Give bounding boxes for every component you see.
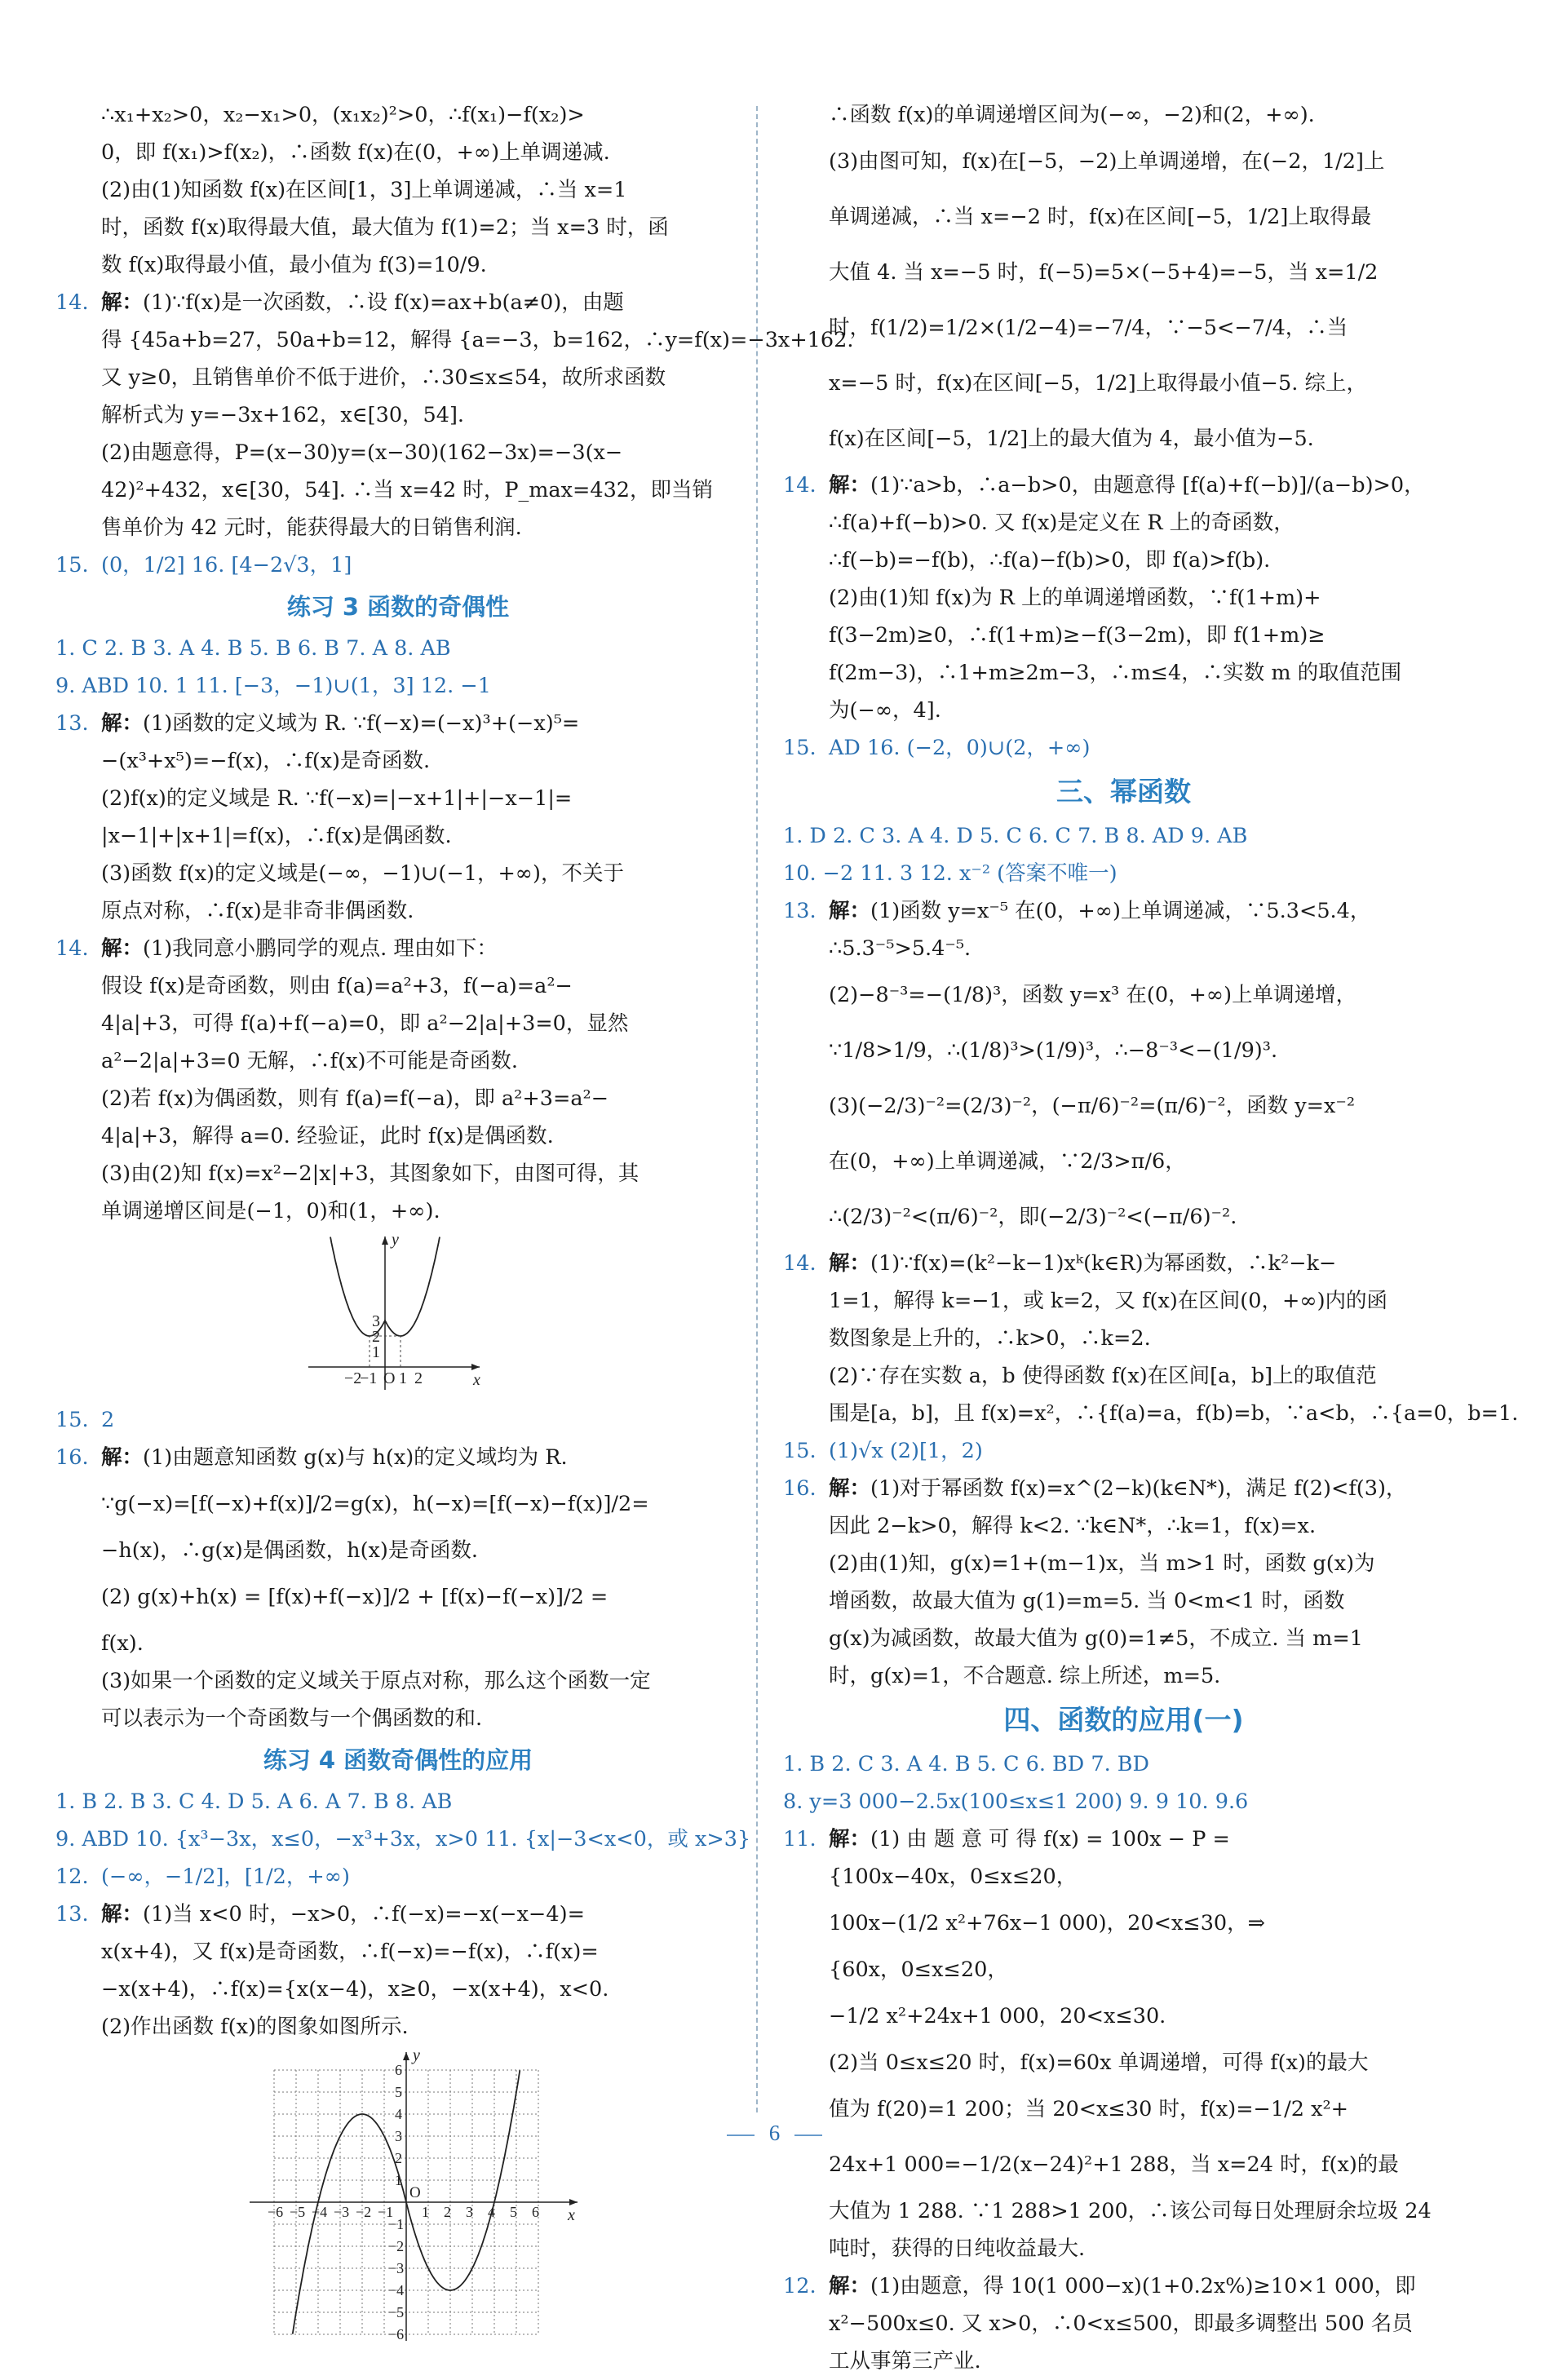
solution-marker: 解： [829,2274,871,2298]
text-line [783,1745,1464,1783]
text-line [783,2044,1464,2081]
graph-even-function [300,1230,488,1397]
text-line [783,1189,1464,1245]
text-line [55,546,741,584]
question-number: 15. [55,553,89,577]
line-text: (2)由题意得，P=(x−30)y=(x−30)(162−3x)=−3(x− [101,440,623,465]
section-heading: 练习 3 函数的奇偶性 [286,593,510,621]
text-line [783,1620,1464,1657]
answer-key: 8. y=3 000−2.5x(100≤x≤1 200) 9. 9 10. 9.6 [783,1789,1249,1814]
text-line [55,284,741,321]
line-text: |x−1|+|x+1|=f(x)，∴f(x)是偶函数. [101,824,452,848]
text-line [783,1357,1464,1395]
solution-marker: 解： [829,1476,871,1501]
line-text: 售单价为 42 元时，能获得最大的日销售利润. [101,515,522,540]
x-tick-label: −1 [360,1369,378,1387]
line-text: 数图象是上升的，∴k>0，∴k=2. [829,1326,1151,1351]
line-text: (1) 由 题 意 可 得 f(x) = 100x − P = [870,1827,1230,1851]
text-line [783,2230,1464,2267]
text-line [55,930,741,967]
text-line [783,189,1464,245]
solution-marker: 解： [101,1902,144,1927]
text-line [783,1282,1464,1320]
x-tick-label: 2 [414,1369,423,1387]
question-number: 14. [783,1251,817,1276]
line-text: (2)由(1)知，g(x)=1+(m−1)x，当 m>1 时，函数 g(x)为 [829,1551,1375,1576]
text-line [783,2342,1464,2380]
line-text: (1)由题意知函数 g(x)与 h(x)的定义域均为 R. [143,1445,568,1470]
y-tick-label: 6 [395,2062,402,2078]
line-text: (2)由(1)知 f(x)为 R 上的单调递增函数，∵f(1+m)+ [829,586,1321,610]
y-tick-label: −6 [388,2326,405,2342]
line-text: 4|a|+3，解得 a=0. 经验证，此时 f(x)是偶函数. [101,1124,554,1148]
text-line [783,729,1464,767]
text-line [783,1507,1464,1545]
line-text: (1)由题意，得 10(1 000−x)(1+0.2x%)≥10×1 000，即 [870,2274,1416,2298]
x-tick-label: −2 [356,2204,372,2220]
line-text: −(x³+x⁵)=−f(x)，∴f(x)是奇函数. [101,749,431,773]
answer-key: 1. B 2. B 3. C 4. D 5. A 6. A 7. B 8. AB [55,1789,453,1814]
x-tick-label: 3 [466,2204,473,2220]
x-axis-label: x [473,1371,480,1389]
line-text: {100x−40x，0≤x≤20， [829,1865,1078,1889]
line-text: ∵1/8>1/9，∴(1/8)³>(1/9)³，∴−8⁻³<−(1/9)³. [829,1038,1278,1063]
text-line [783,411,1464,467]
line-text: 原点对称，∴f(x)是非奇非偶函数. [101,899,414,923]
question-number: 14. [55,290,89,315]
text-line [55,2008,741,2046]
line-text: 时，f(1/2)=1/2×(1/2−4)=−7/4，∵−5<−7/4，∴当 [829,316,1348,340]
question-number: 13. [55,711,89,736]
column-divider [756,106,758,2112]
line-text: ∴x₁+x₂>0，x₂−x₁>0，(x₁x₂)²>0，∴f(x₁)−f(x₂)> [101,103,585,127]
y-tick-label: −5 [388,2304,405,2320]
line-text: (2)f(x)的定义域是 R. ∵f(−x)=|−x+1|+|−x−1|= [101,786,573,811]
text-line [55,171,741,209]
text-line [783,1951,1464,1988]
text-line [55,246,741,284]
text-line [783,579,1464,617]
question-number: 11. [783,1827,817,1851]
x-tick-label: −2 [344,1369,362,1387]
text-line [55,1080,741,1117]
text-line [783,617,1464,654]
x-tick-label: 1 [399,1369,407,1387]
line-text: f(x)在区间[−5，1/2]上的最大值为 4，最小值为−5. [829,427,1314,451]
question-number: 14. [55,936,89,961]
x-tick-label: −4 [312,2204,328,2220]
line-text: (1)∵a>b，∴a−b>0，由题意得 [f(a)+f(−b)]/(a−b)>0， [870,473,1425,498]
text-line [783,356,1464,411]
line-text: 42)²+432，x∈[30，54]. ∴当 x=42 时，P_max=432，即当销 [101,478,714,502]
question-number: 12. [783,2274,817,2298]
question-number: 12. [55,1865,89,1889]
answer-key: (1)√x (2)[1，2) [829,1439,983,1463]
line-text: (3)由(2)知 f(x)=x²−2|x|+3，其图象如下，由图可得，其 [101,1161,640,1186]
question-number: 13. [55,1902,89,1927]
text-line [55,1820,751,1858]
line-text: 数 f(x)取得最小值，最小值为 f(3)=10/9. [101,253,487,277]
line-text: a²−2|a|+3=0 无解，∴f(x)不可能是奇函数. [101,1049,519,1073]
y-tick-label: −3 [388,2260,405,2276]
line-text: 围是[a，b]，且 f(x)=x²，∴{f(a)=a，f(b)=b，∵a<b，∴{a=0，b=1. [829,1401,1519,1426]
question-number: 16. [783,1476,817,1501]
line-text: 工从事第三产业. [829,2349,981,2373]
answer-key: (0，1/2] 16. [4−2√3，1] [101,553,352,577]
solution-marker: 解： [101,711,144,736]
line-text: ∴f(−b)=−f(b)，∴f(a)−f(b)>0，即 f(a)>f(b). [829,548,1271,573]
y-tick-label: 2 [372,1328,380,1346]
line-text: 24x+1 000=−1/2(x−24)²+1 288，当 x=24 时，f(x)的最 [829,2152,1399,2177]
text-line [55,855,741,892]
text-line [783,1657,1464,1695]
question-number: 13. [783,899,817,923]
text-line [783,1470,1464,1507]
section-heading: 四、函数的应用(一) [1003,1704,1244,1736]
line-text: 大值为 1 288. ∵1 288>1 200，∴该公司每日处理厨余垃圾 24 [829,2199,1432,2223]
text-line [55,1569,741,1625]
text-line [55,1117,741,1155]
figure [55,2046,741,2347]
section-heading: 三、幂函数 [1056,776,1191,807]
text-line [783,892,1464,930]
text-line [783,654,1464,692]
answer-key: 9. ABD 10. {x³−3x，x≤0，−x³+3x，x>0 11. {x|−3<x<0，或 x>3} [55,1827,751,1851]
section-heading: 练习 4 函数奇偶性的应用 [263,1746,533,1774]
solution-marker: 解： [829,473,871,498]
x-tick-label: 4 [488,2204,495,2220]
text-line [783,542,1464,579]
x-tick-label: 5 [510,2204,517,2220]
line-text: (3)如果一个函数的定义域关于原点对称，那么这个函数一定 [101,1669,651,1693]
y-tick-label: 2 [395,2150,402,2166]
text-line [783,1582,1464,1620]
line-text: ∴(2/3)⁻²<(π/6)⁻²，即(−2/3)⁻²<(−π/6)⁻². [829,1205,1237,1229]
answer-key: 10. −2 11. 3 12. x⁻² (答案不唯一) [783,861,1117,886]
line-text: (2) g(x)+h(x) = [f(x)+f(−x)]/2 + [f(x)−f(−x)]/2 = [101,1585,609,1609]
text-line [55,1192,741,1230]
line-text: (2)∵存在实数 a，b 使得函数 f(x)在区间[a，b]上的取值范 [829,1364,1377,1388]
line-text: (3)由图可知，f(x)在[−5，−2)上单调递增，在(−2，1/2]上 [829,149,1385,174]
text-line [55,96,741,134]
line-text: ∴函数 f(x)的单调递增区间为(−∞，−2)和(2，+∞). [829,103,1315,127]
text-line [783,1245,1464,1282]
text-line [783,1820,1464,1858]
line-text: ∵g(−x)=[f(−x)+f(x)]/2=g(x)，h(−x)=[f(−x)−f(x)]/2= [101,1492,649,1516]
text-line [55,471,741,509]
solution-marker: 解： [101,936,144,961]
text-line [783,1432,1464,1470]
y-tick-label: −2 [388,2238,405,2254]
text-line [55,434,741,471]
x-tick-label: 6 [532,2204,539,2220]
line-text: 增函数，故最大值为 g(1)=m=5. 当 0<m<1 时，函数 [829,1589,1345,1613]
question-number: 15. [783,736,817,760]
text-line [783,817,1464,855]
right-column [783,96,1519,2380]
line-text: 大值 4. 当 x=−5 时，f(−5)=5×(−5+4)=−5，当 x=1/2 [829,260,1379,285]
x-axis-label: x [568,2206,575,2224]
text-line [55,209,741,246]
text-line [783,2305,1464,2342]
figure [55,1230,741,1401]
line-text: 单调递减，∴当 x=−2 时，f(x)在区间[−5，1/2]上取得最 [829,205,1372,229]
y-axis-label: y [413,2046,420,2064]
text-line [783,1988,1464,2044]
y-tick-label: 1 [372,1343,380,1361]
text-line [55,396,741,434]
text-line [55,1700,741,1737]
line-text: 可以表示为一个奇函数与一个偶函数的和. [101,1706,483,1731]
line-text: 得 {45a+b=27，50a+b=12，解得 {a=−3，b=162，∴y=f(x)=−3x+162. [101,328,854,352]
x-tick-label: −3 [334,2204,350,2220]
y-tick-label: 3 [395,2128,402,2144]
line-text: (2)−8⁻³=−(1/8)³，函数 y=x³ 在(0，+∞)上单调递增， [829,983,1357,1007]
line-text: (1)函数的定义域为 R. ∵f(−x)=(−x)³+(−x)⁵= [143,711,580,736]
text-line [55,359,741,396]
text-line [783,2192,1464,2230]
text-line [55,1439,741,1476]
text-line [783,504,1464,542]
line-text: f(2m−3)，∴1+m≥2m−3，∴m≤4，∴实数 m 的取值范围 [829,661,1402,685]
line-text: (1)∵f(x)=(k²−k−1)xᵏ(k∈R)为幂函数，∴k²−k− [870,1251,1337,1276]
line-text: 又 y≥0，且销售单价不低于进价，∴30≤x≤54，故所求函数 [101,365,666,390]
text-line [783,134,1464,189]
text-line [55,817,741,855]
line-text: x=−5 时，f(x)在区间[−5，1/2]上取得最小值−5. 综上， [829,371,1367,396]
text-line [55,1896,741,1933]
text-line [55,667,741,705]
line-text: (2)当 0≤x≤20 时，f(x)=60x 单调递增，可得 f(x)的最大 [829,2050,1369,2075]
y-axis-label: y [392,1231,399,1249]
text-line [783,1320,1464,1357]
question-number: 14. [783,473,817,498]
text-line [55,321,854,359]
text-line [783,930,1464,967]
line-text: 时，函数 f(x)取得最大值，最大值为 f(1)=2；当 x=3 时，函 [101,215,669,240]
line-text: (1)我同意小鹏同学的观点. 理由如下： [143,936,498,961]
solution-marker: 解： [829,1251,871,1276]
text-line [55,780,741,817]
line-text: (1)∵f(x)是一次函数，∴设 f(x)=ax+b(a≠0)，由题 [143,290,624,315]
question-number: 15. [783,1439,817,1463]
line-text: 1=1，解得 k=−1，或 k=2，又 f(x)在区间(0，+∞)内的函 [829,1289,1388,1313]
text-line [55,1662,741,1700]
line-text: 值为 f(20)=1 200；当 20<x≤30 时，f(x)=−1/2 x²+ [829,2097,1349,2121]
text-line [783,2267,1464,2305]
line-text: (2)作出函数 f(x)的图象如图所示. [101,2015,409,2039]
text-line [783,1783,1464,1820]
y-tick-label: −4 [388,2282,405,2298]
y-tick-label: 3 [372,1312,380,1330]
line-text: 单调递增区间是(−1，0)和(1，+∞). [101,1199,440,1223]
question-number: 15. [55,1408,89,1432]
x-tick-label: 2 [444,2204,451,2220]
y-tick-label: −1 [388,2216,405,2232]
line-text: x(x+4)，又 f(x)是奇函数，∴f(−x)=−f(x)，∴f(x)= [101,1940,599,1964]
line-text: (2)由(1)知函数 f(x)在区间[1，3]上单调递减，∴当 x=1 [101,178,627,202]
line-text: −x(x+4)，∴f(x)={x(x−4)，x≥0，−x(x+4)，x<0. [101,1977,609,2002]
solution-marker: 解： [101,1445,144,1470]
text-line [55,1532,741,1569]
line-text: 时，g(x)=1，不合题意. 综上所述，m=5. [829,1664,1221,1688]
text-line [55,1783,741,1820]
line-text: (1)当 x<0 时，−x>0，∴f(−x)=−x(−x−4)= [143,1902,585,1927]
origin-label: O [409,2184,421,2201]
line-text: (1)对于幂函数 f(x)=x^(2−k)(k∈N*)，满足 f(2)<f(3)， [870,1476,1407,1501]
text-line [783,96,1464,134]
answer-key: (−∞，−1/2]，[1/2，+∞) [101,1865,350,1889]
line-text: x²−500x≤0. 又 x>0，∴0<x≤500，即最多调整出 500 名员 [829,2311,1413,2336]
line-text: ∴5.3⁻⁵>5.4⁻⁵. [829,936,971,961]
text-line [55,630,741,667]
line-text: 假设 f(x)是奇函数，则由 f(a)=a²+3，f(−a)=a²− [101,974,573,998]
text-line [55,1971,741,2008]
text-line [783,467,1464,504]
text-line [55,509,741,546]
page-number: 6 [0,2121,1549,2146]
line-text: g(x)为减函数，故最大值为 g(0)=1≠5，不成立. 当 m=1 [829,1626,1363,1651]
text-line [55,705,741,742]
text-line [783,1545,1464,1582]
text-line [783,300,1464,356]
answer-key: 9. ABD 10. 1 11. [−3，−1)∪(1，3] 12. −1 [55,674,491,698]
line-text: 100x−(1/2 x²+76x−1 000)，20<x≤30，⇒ [829,1911,1266,1935]
line-text: (2)若 f(x)为偶函数，则有 f(a)=f(−a)，即 a²+3=a²− [101,1086,609,1111]
text-line [783,1023,1464,1078]
line-text: −h(x)，∴g(x)是偶函数，h(x)是奇函数. [101,1538,478,1563]
text-line [783,1078,1464,1134]
text-line [783,245,1464,300]
answer-key: 1. B 2. C 3. A 4. B 5. C 6. BD 7. BD [783,1752,1149,1776]
line-text: 因此 2−k>0，解得 k<2. ∵k∈N*，∴k=1，f(x)=x. [829,1514,1317,1538]
text-line [55,1042,741,1080]
text-line [55,967,741,1005]
line-text: ∴f(a)+f(−b)>0. 又 f(x)是定义在 R 上的奇函数， [829,511,1295,535]
text-line [55,1155,741,1192]
line-text: 4|a|+3，可得 f(a)+f(−a)=0，即 a²−2|a|+3=0，显然 [101,1011,629,1036]
x-tick-label: O [383,1369,396,1387]
line-text: 解析式为 y=−3x+162，x∈[30，54]. [101,403,465,427]
line-text: 0，即 f(x₁)>f(x₂)，∴函数 f(x)在(0，+∞)上单调递减. [101,140,610,165]
graph-odd-function [235,2046,586,2346]
left-column [55,96,854,2347]
text-line [55,1005,741,1042]
solution-marker: 解： [829,1827,871,1851]
text-line [55,892,741,930]
answer-key: AD 16. (−2，0)∪(2，+∞) [829,736,1091,760]
line-text: (3)函数 f(x)的定义域是(−∞，−1)∪(−1，+∞)，不关于 [101,861,624,886]
text-line [55,1476,741,1532]
text-line [783,1858,1464,1896]
text-line [55,1625,741,1662]
line-text: 为(−∞，4]. [829,698,941,723]
y-tick-label: 1 [395,2172,402,2188]
text-line [55,742,741,780]
x-tick-label: −6 [268,2204,284,2220]
x-tick-label: −1 [378,2204,394,2220]
y-tick-label: 4 [395,2106,402,2122]
text-line [783,855,1464,892]
y-tick-label: 5 [395,2084,402,2100]
answer-key: 1. D 2. C 3. A 4. D 5. C 6. C 7. B 8. AD 9. AB [783,824,1248,848]
text-line [55,1401,741,1439]
text-line [55,134,741,171]
line-text: (1)函数 y=x⁻⁵ 在(0，+∞)上单调递减，∵5.3<5.4， [870,899,1371,923]
text-line [55,1933,741,1971]
text-line [783,1395,1519,1432]
solution-marker: 解： [101,290,144,315]
line-text: {60x，0≤x≤20， [829,1958,1008,1982]
text-line [783,967,1464,1023]
line-text: f(x). [101,1631,144,1656]
answer-key: 2 [101,1408,115,1432]
line-text: −1/2 x²+24x+1 000，20<x≤30. [829,2004,1166,2028]
question-number: 16. [55,1445,89,1470]
x-tick-label: 1 [422,2204,429,2220]
line-text: f(3−2m)≥0，∴f(1+m)≥−f(3−2m)，即 f(1+m)≥ [829,623,1326,648]
text-line [783,1896,1464,1951]
answer-key: 1. C 2. B 3. A 4. B 5. B 6. B 7. A 8. AB [55,636,451,661]
text-line [783,1134,1464,1189]
line-text: (3)(−2/3)⁻²=(2/3)⁻²，(−π/6)⁻²=(π/6)⁻²，函数 y=x⁻² [829,1094,1356,1118]
solution-marker: 解： [829,899,871,923]
x-tick-label: −5 [290,2204,306,2220]
line-text: 在(0，+∞)上单调递减，∵2/3>π/6， [829,1149,1186,1174]
text-line [55,1858,741,1896]
line-text: 吨时，获得的日纯收益最大. [829,2236,1086,2261]
text-line [783,692,1464,729]
